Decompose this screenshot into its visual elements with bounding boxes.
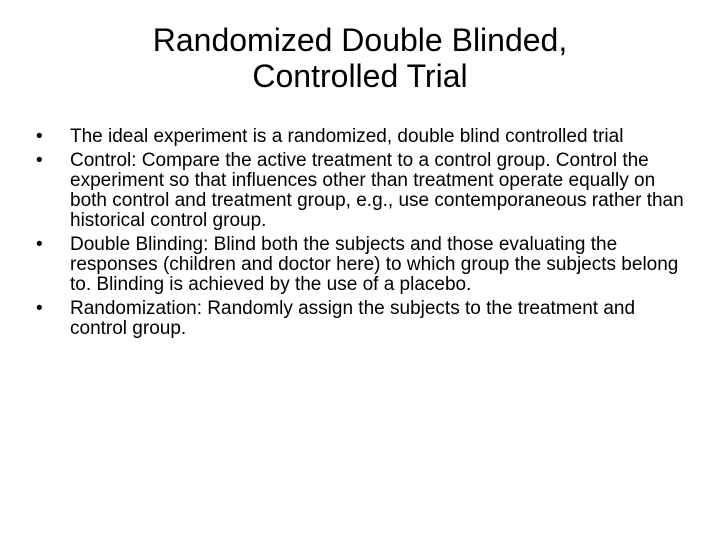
bullet-text: Double Blinding: Blind both the subjects and those evaluating the responses (children and doctor here) to which group the subjects belong to. Blinding is achieved by the use of a placebo. [70, 234, 679, 295]
bullet-dot-icon: • [36, 150, 43, 171]
bullet-text: The ideal experiment is a randomized, double blind controlled trial [70, 126, 624, 147]
bullet-dot-icon: • [36, 298, 43, 319]
bullet-item-double-blinding [36, 235, 696, 295]
slide-title-line-2: Controlled Trial [252, 58, 468, 94]
bullet-text: Control: Compare the active treatment to a control group. Control the experiment so that influences other than treatment operate equally on both control and treatment group, e.g., use contemporaneous rather than historical control group. [70, 150, 684, 231]
bullet-text: Randomization: Randomly assign the subjects to the treatment and control group. [70, 298, 636, 339]
bullet-item-ideal-experiment [36, 127, 696, 147]
bullet-list [36, 127, 696, 343]
bullet-dot-icon: • [36, 126, 43, 147]
slide-title-line-1: Randomized Double Blinded, [152, 22, 568, 58]
bullet-dot-icon: • [36, 234, 43, 255]
bullet-item-randomization [36, 299, 696, 339]
slide-title [0, 22, 720, 94]
bullet-item-control [36, 151, 696, 231]
